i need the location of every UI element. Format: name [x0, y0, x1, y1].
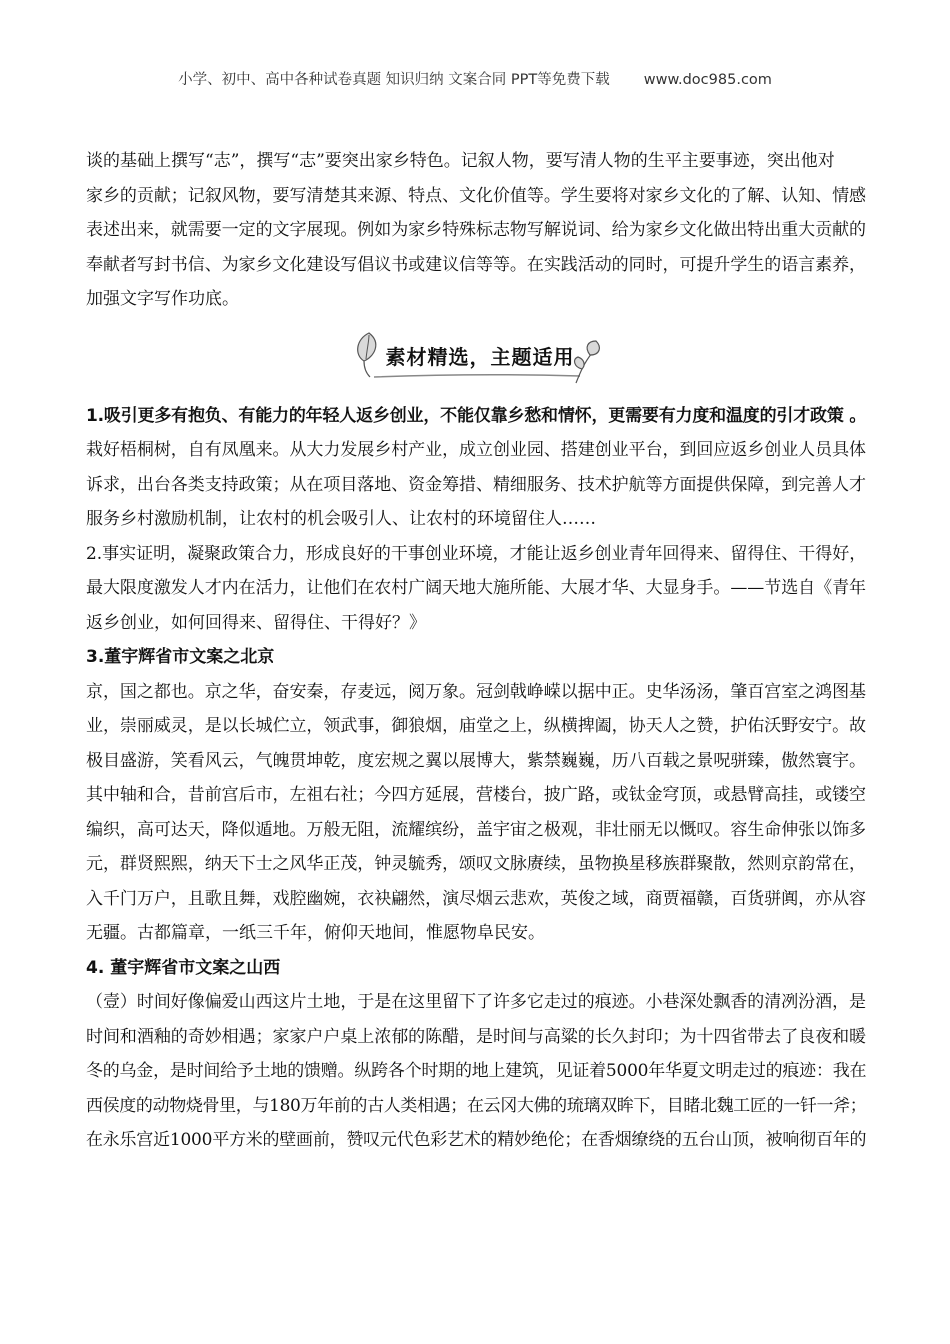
- text-line: 业，崇丽威灵，是以长城伫立，领武事，御狼烟，庙堂之上，纵横捭阖，协天人之赞，护佑沃野安宁。故: [86, 716, 866, 736]
- leaf-right-icon: [570, 339, 606, 385]
- banner-title: 素材精选，主题适用: [385, 344, 575, 369]
- text-line: 家乡的贡献；记叙风物，要写清楚其来源、特点、文化价值等。学生要将对家乡文化的了解、认知、情感: [86, 185, 866, 206]
- banner-underline-icon: [372, 373, 582, 379]
- text-line: 入千门万户，且歌且舞，戏腔幽婉，衣袂翩然，演尽烟云悲欢，英俊之域，商贾福赣，百货骈阗，亦从容: [86, 888, 866, 909]
- item-heading: 1.吸引更多有抱负、有能力的年轻人返乡创业，不能仅靠乡愁和情怀，更需要有力度和温度的引才政策 。: [86, 405, 867, 426]
- item-1: [86, 399, 866, 537]
- text-line: 返乡创业，如何回得来、留得住、干得好？》: [86, 612, 426, 633]
- text-line: 服务乡村激励机制，让农村的机会吸引人、让农村的环境留住人……: [86, 509, 596, 529]
- item-2: [86, 537, 866, 641]
- item-heading: 4. 董宇辉省市文案之山西: [86, 957, 281, 978]
- page-header: [0, 68, 950, 89]
- text-line: 其中轴和合，昔前宫后市，左祖右社；今四方延展，营楼台，披广路，或钛金穹顶，或悬臂高挂，或镂空: [86, 785, 866, 805]
- text-line: 在永乐宫近1000平方米的壁画前，赞叹元代色彩艺术的精妙绝伦；在香烟缭绕的五台山顶，被响彻百年的: [86, 1130, 867, 1150]
- text-line: 加强文字写作功底。: [86, 289, 239, 309]
- text-line: 编织，高可达天，降似遁地。万般无阻，流耀缤纷，盖宇宙之极观，非壮丽无以慨叹。容生命伸张以饰多: [86, 819, 866, 840]
- item-heading: 3.董宇辉省市文案之北京: [86, 647, 275, 667]
- text-line: 奉献者写封书信、为家乡文化建设写倡议书或建议信等等。在实践活动的同时，可提升学生的语言素养，: [86, 254, 866, 275]
- text-line: 西侯度的动物烧骨里，与180万年前的古人类相遇；在云冈大佛的琉璃双眸下，目睹北魏工匠的一钎一斧；: [86, 1095, 867, 1116]
- document-body: [86, 144, 866, 1158]
- text-line: 谈的基础上撰写“志”，撰写“志”要突出家乡特色。记叙人物，要写清人物的生平主要事迹，突出他对: [86, 151, 835, 171]
- item-3: [86, 640, 866, 951]
- section-banner: [86, 323, 866, 397]
- item-4: [86, 951, 866, 1158]
- intro-paragraph: [86, 144, 866, 317]
- text-line: 冬的乌金，是时间给予土地的馈赠。纵跨各个时期的地上建筑，见证着5000年华夏文明走过的痕迹：我在: [86, 1061, 867, 1081]
- header-text: 小学、初中、高中各种试卷真题 知识归纳 文案合同 PPT等免费下载: [178, 72, 610, 88]
- leaf-left-icon: [352, 329, 386, 379]
- text-line: 极目盛游，笑看风云，气魄贯坤乾，度宏规之翼以展博大，紫禁巍巍，历八百载之景呪骈臻，傲然寰宇。: [86, 750, 866, 771]
- text-line: 时间和酒釉的奇妙相遇；家家户户桌上浓郁的陈醋，是时间与高粱的长久封印；为十四省带去了良夜和暖: [86, 1026, 866, 1047]
- text-line: 栽好梧桐树，自有凤凰来。从大力发展乡村产业，成立创业园、搭建创业平台，到回应返乡创业人员具体: [86, 440, 866, 460]
- text-line: 表述出来，就需要一定的文字展现。例如为家乡特殊标志物写解说词、给为家乡文化做出特出重大贡献的: [86, 220, 866, 240]
- text-line: 最大限度激发人才内在活力，让他们在农村广阔天地大施所能、大展才华、大显身手。——节选自《青年: [86, 578, 866, 598]
- text-line: 元，群贤熙熙，纳天下士之风华正茂，钟灵毓秀，颂叹文脉赓续，虽物换星移族群聚散，然则京韵常在，: [86, 854, 866, 874]
- text-line: 诉求，出台各类支持政策；从在项目落地、资金筹措、精细服务、技术护航等方面提供保障，到完善人才: [86, 474, 866, 495]
- text-line: （壹）时间好像偏爱山西这片土地，于是在这里留下了许多它走过的痕迹。小巷深处飘香的清冽汾酒，是: [86, 992, 866, 1012]
- text-line: 京，国之都也。京之华，奋安秦，存麦远，阅万象。冠剑戟峥嵘以据中正。史华汤汤，肇百宫室之鸿图基: [86, 681, 866, 702]
- text-line: 2.事实证明，凝聚政策合力，形成良好的干事创业环境，才能让返乡创业青年回得来、留得住、干得好，: [86, 543, 867, 564]
- text-line: 无疆。古都篇章，一纸三千年，俯仰天地间，惟愿物阜民安。: [86, 923, 545, 943]
- header-site-link[interactable]: www.doc985.com: [643, 72, 772, 88]
